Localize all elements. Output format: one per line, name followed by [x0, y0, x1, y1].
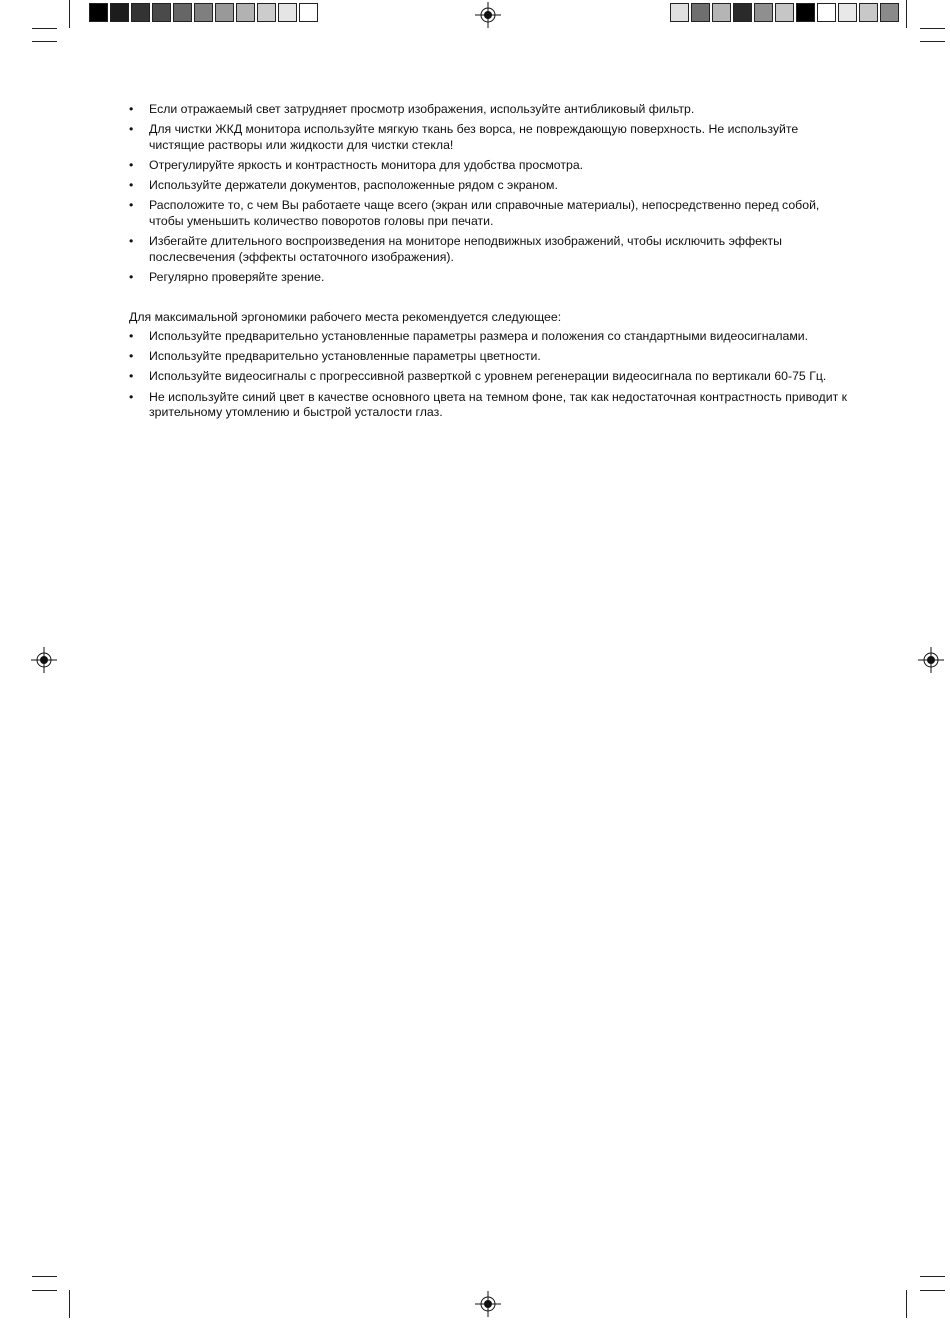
color-swatch — [89, 3, 108, 22]
list-item: • Используйте предварительно установленные параметры размера и положения со стандартными видеосигналами. — [129, 329, 849, 345]
list-item: • Используйте видеосигналы с прогрессивной разверткой с уровнем регенерации видеосигнала по вертикали 60-75 Гц. — [129, 369, 849, 385]
crop-mark — [32, 28, 57, 29]
list-item: • Расположите то, с чем Вы работаете чаще всего (экран или справочные материалы), непосредственно перед собой, чтобы уменьшить количество поворотов головы при печати. — [129, 198, 849, 229]
list-item: • Не используйте синий цвет в качестве основного цвета на темном фоне, так как недостаточная контрастность приводит к зрительному утомлению и быстрой усталости глаз. — [129, 390, 849, 421]
crop-mark — [920, 41, 945, 42]
color-swatch — [110, 3, 129, 22]
color-swatch — [712, 3, 731, 22]
crop-mark — [32, 41, 57, 42]
list-item: • Избегайте длительного воспроизведения на мониторе неподвижных изображений, чтобы исключить эффекты послесвечения (эффекты остаточного изображения). — [129, 234, 849, 265]
color-swatch — [278, 3, 297, 22]
color-swatch — [817, 3, 836, 22]
color-swatch — [880, 3, 899, 22]
crop-mark — [69, 0, 70, 28]
color-swatch — [796, 3, 815, 22]
crop-mark — [32, 1290, 57, 1291]
color-swatch — [754, 3, 773, 22]
color-bar-left — [89, 3, 320, 22]
color-swatch — [838, 3, 857, 22]
crop-mark — [920, 1290, 945, 1291]
color-swatch — [733, 3, 752, 22]
crop-mark — [920, 28, 945, 29]
color-swatch — [299, 3, 318, 22]
list-item: • Используйте держатели документов, расположенные рядом с экраном. — [129, 178, 849, 194]
color-swatch — [215, 3, 234, 22]
section-intro: Для максимальной эргономики рабочего места рекомендуется следующее: — [129, 309, 562, 324]
bullet-list-2 — [129, 329, 849, 421]
crop-mark — [32, 1276, 57, 1277]
color-swatch — [859, 3, 878, 22]
bullet-list-1 — [129, 102, 849, 286]
color-swatch — [257, 3, 276, 22]
crop-mark — [920, 1276, 945, 1277]
crop-mark — [69, 1290, 70, 1318]
color-swatch — [236, 3, 255, 22]
registration-mark-icon — [31, 647, 57, 673]
color-bar-right — [670, 3, 901, 22]
registration-mark-icon — [475, 1291, 501, 1317]
color-swatch — [775, 3, 794, 22]
color-swatch — [670, 3, 689, 22]
color-swatch — [152, 3, 171, 22]
list-item: • Для чистки ЖКД монитора используйте мягкую ткань без ворса, не повреждающую поверхность. Не используйте чистящие растворы или жидкости для чистки стекла! — [129, 122, 849, 153]
document-body — [129, 102, 849, 425]
list-item: • Регулярно проверяйте зрение. — [129, 270, 849, 286]
color-swatch — [691, 3, 710, 22]
color-swatch — [173, 3, 192, 22]
registration-mark-icon — [475, 2, 501, 28]
list-item: • Если отражаемый свет затрудняет просмотр изображения, используйте антибликовый фильтр. — [129, 102, 849, 118]
crop-mark — [906, 1290, 907, 1318]
color-swatch — [194, 3, 213, 22]
color-swatch — [131, 3, 150, 22]
crop-mark — [906, 0, 907, 28]
registration-mark-icon — [918, 647, 944, 673]
list-item: • Отрегулируйте яркость и контрастность монитора для удобства просмотра. — [129, 158, 849, 174]
list-item: • Используйте предварительно установленные параметры цветности. — [129, 349, 849, 365]
